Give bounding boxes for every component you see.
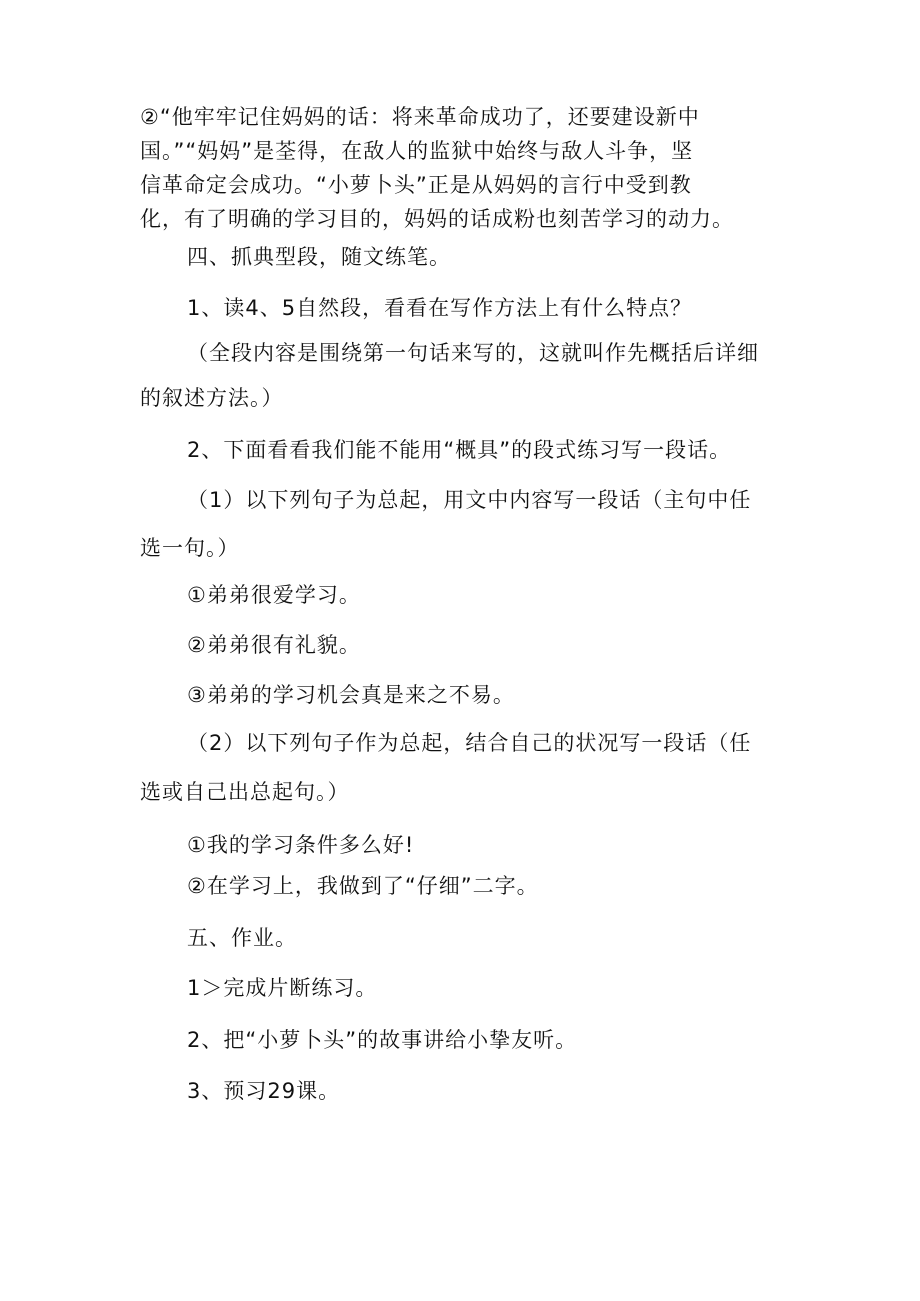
paragraph-line: 国。”“妈妈”是荃得，在敌人的监狱中始终与敌人斗争，坚 [140, 139, 694, 163]
sub-question: 选一句。） [140, 536, 240, 560]
option-item: ①弟弟很爱学习。 [187, 583, 361, 607]
homework-item: 2、把“小萝卜头”的故事讲给小挚友听。 [187, 1028, 578, 1052]
sub-question: （2）以下列句子作为总起，结合自己的状况写一段话（任 [187, 731, 752, 755]
option-item: ②弟弟很有礼貌。 [187, 633, 361, 657]
option-item: ②在学习上，我做到了“仔细”二字。 [187, 874, 539, 898]
homework-item: 1＞完成片断练习。 [187, 976, 378, 1000]
paragraph-line: ②“他牢牢记住妈妈的话：将来革命成功了，还要建设新中 [140, 105, 700, 129]
option-item: ③弟弟的学习机会真是来之不易。 [187, 683, 515, 707]
answer-note: 的叙述方法。） [140, 386, 284, 410]
question-item: 1、读4、5自然段，看看在写作方法上有什么特点？ [187, 296, 693, 320]
question-item: 2、下面看看我们能不能用“概具”的段式练习写一段话。 [187, 438, 732, 462]
section-heading: 五、作业。 [187, 926, 297, 950]
option-item: ①我的学习条件多么好! [187, 833, 415, 857]
sub-question: （1）以下列句子为总起，用文中内容写一段话（主句中任 [187, 488, 752, 512]
answer-note: （全段内容是围绕第一句话来写的，这就叫作先概括后详细 [187, 341, 759, 365]
homework-item: 3、预习29课。 [187, 1079, 341, 1103]
paragraph-line: 信革命定会成功。“小萝卜头”正是从妈妈的言行中受到教 [140, 173, 692, 197]
sub-question: 选或自己出总起句。） [140, 780, 350, 804]
paragraph-line: 化，有了明确的学习目的，妈妈的话成粉也刻苦学习的动力。 [140, 207, 734, 231]
section-heading: 四、抓典型段，随文练笔。 [187, 245, 451, 269]
